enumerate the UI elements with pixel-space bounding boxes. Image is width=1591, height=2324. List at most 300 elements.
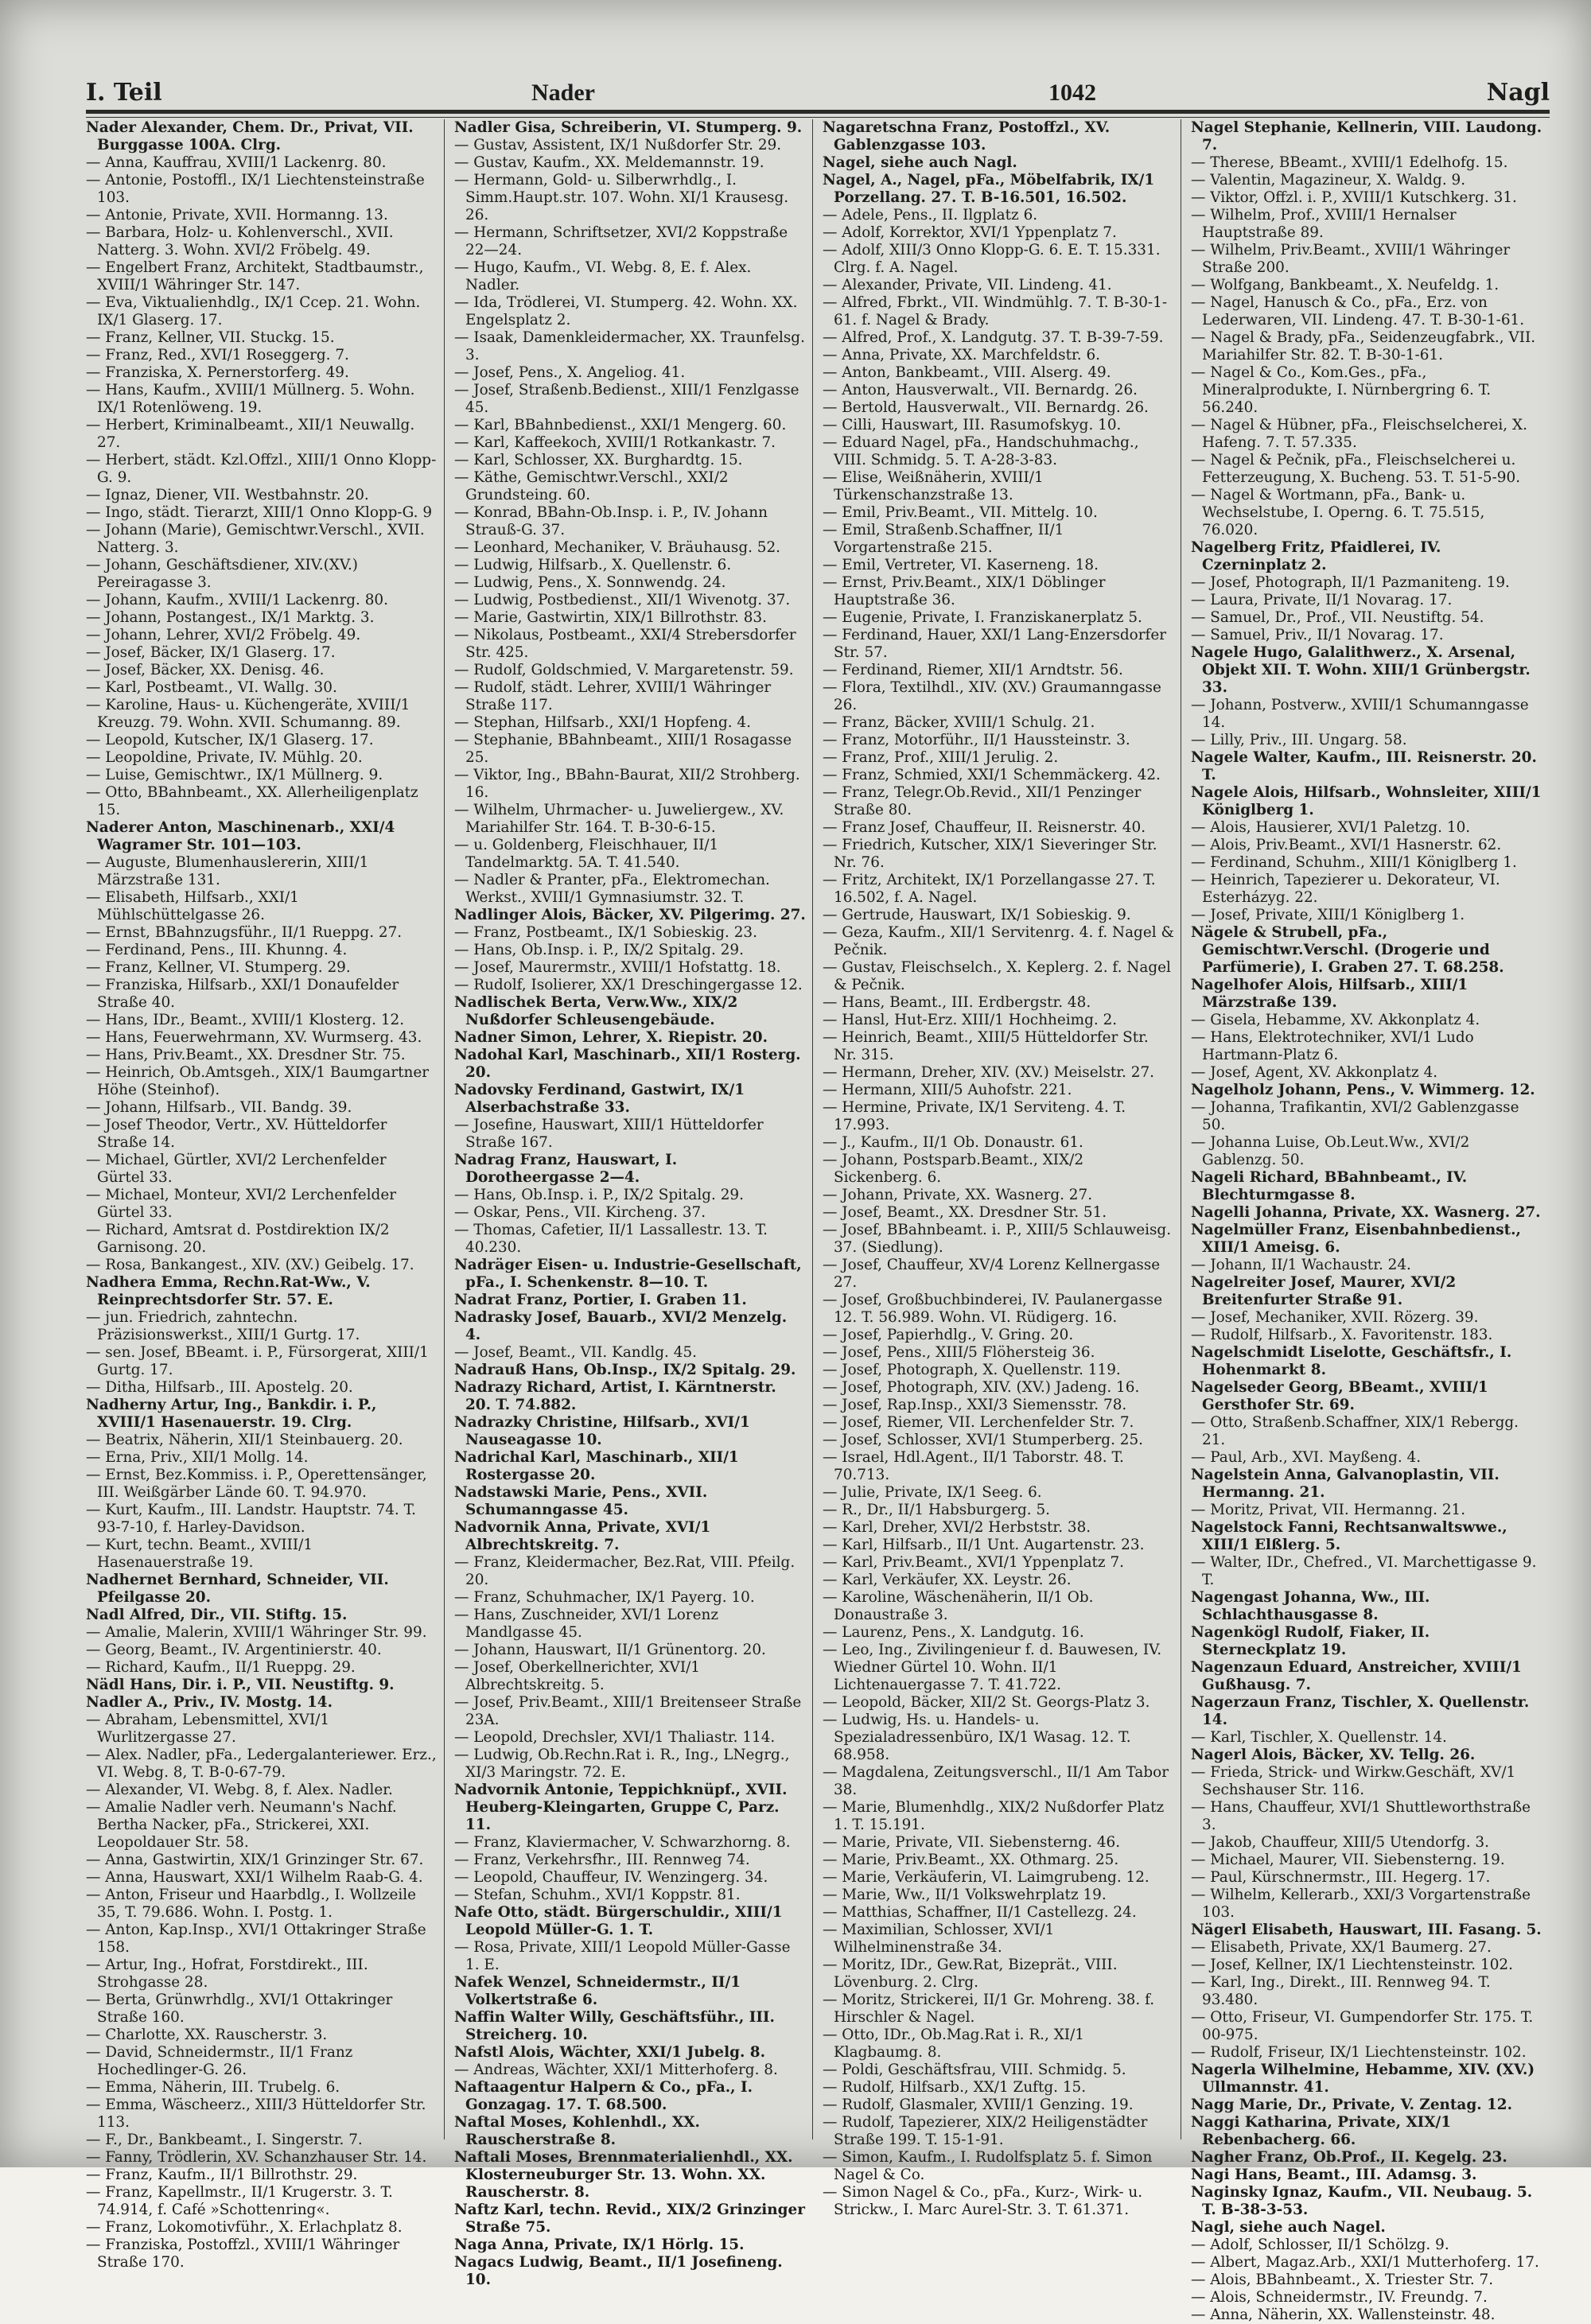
directory-entry: — Josef, Beamt., XX. Dresdner Str. 51.: [823, 1204, 1107, 1221]
directory-entry: — Johann, Hilfsarb., VII. Bandg. 39.: [86, 1099, 352, 1116]
directory-entry: — Paul, Arb., XVI. Mayßeng. 4.: [1191, 1449, 1422, 1466]
directory-entry: — Ditha, Hilfsarb., III. Apostelg. 20.: [86, 1379, 353, 1396]
directory-entry: — Moritz, Strickerei, II/1 Gr. Mohreng. 38. f. Hirschler & Nagel.: [823, 1992, 1155, 2026]
directory-entry: — Herbert, Kriminalbeamt., XII/1 Neuwallg. 27.: [86, 417, 415, 451]
directory-entry: — Josef, Photograph, XIV. (XV.) Jadeng. 16.: [823, 1379, 1140, 1396]
directory-entry: — Viktor, Offzl. i. P., XVIII/1 Kutschkerg. 31.: [1191, 189, 1517, 206]
directory-entry: — J., Kaufm., II/1 Ob. Donaustr. 61.: [823, 1134, 1083, 1151]
directory-entry: Nadohal Karl, Maschinarb., XII/1 Rosterg. 20.: [454, 1047, 801, 1081]
directory-entry: — Nagel & Hübner, pFa., Fleischselcherei, X. Hafeng. 7. T. 57.335.: [1191, 417, 1527, 451]
directory-entry: — Rudolf, Friseur, IX/1 Liechtensteinstr. 102.: [1191, 2044, 1527, 2061]
directory-entry: Nagelmüller Franz, Eisenbahnbedienst., XIII/1 Ameisg. 6.: [1191, 1222, 1521, 1256]
directory-entry: — Franz, Kellner, VI. Stumperg. 29.: [86, 959, 351, 976]
directory-entry: Nadherny Artur, Ing., Bankdir. i. P., XVIII/1 Hasenauerstr. 19. Clrg.: [86, 1397, 377, 1431]
directory-entry: — Elisabeth, Private, XX/1 Baumerg. 27.: [1191, 1939, 1492, 1956]
directory-entry: — Karoline, Wäschenäherin, II/1 Ob. Donaustraße 3.: [823, 1589, 1094, 1623]
directory-entry: — Michael, Maurer, VII. Siebensterng. 19.: [1191, 1852, 1505, 1868]
directory-entry: — Ludwig, Postbedienst., XII/1 Wivenotg. 37.: [454, 592, 791, 608]
directory-entry: Nadrag Franz, Hauswart, I. Dorotheergasse 2—4.: [454, 1152, 678, 1186]
directory-entry: Nagl, siehe auch Nagel.: [1191, 2219, 1386, 2236]
directory-entry: Nagelstock Fanni, Rechtsanwaltswwe., XIII/1 Elßlerg. 5.: [1191, 1519, 1507, 1553]
directory-entry: — Josef, Priv.Beamt., XIII/1 Breitenseer Straße 23A.: [454, 1694, 802, 1728]
directory-entry: — Anna, Gastwirtin, XIX/1 Grinzinger Str. 67.: [86, 1852, 424, 1868]
directory-entry: Nagerl Alois, Bäcker, XV. Tellg. 26.: [1191, 1747, 1476, 1763]
directory-entry: — Michael, Monteur, XVI/2 Lerchenfelder Gürtel 33.: [86, 1187, 397, 1221]
directory-entry: — Stephan, Hilfsarb., XXI/1 Hopfeng. 4.: [454, 714, 751, 731]
directory-entry: — Fanny, Trödlerin, XV. Schanzhauser Str. 14.: [86, 2149, 427, 2166]
directory-entry: — sen. Josef, BBeamt. i. P., Fürsorgerat, XIII/1 Gurtg. 17.: [86, 1344, 429, 1378]
directory-entry: — Viktor, Ing., BBahn-Baurat, XII/2 Strohberg. 16.: [454, 767, 800, 801]
directory-entry: — Rosa, Bankangest., XIV. (XV.) Geibelg. 17.: [86, 1257, 414, 1273]
directory-entry: — Josef, Photograph, II/1 Pazmaniteng. 19.: [1191, 574, 1510, 591]
directory-entry: — Karl, Ing., Direkt., III. Rennweg 94. T. 93.480.: [1191, 1974, 1491, 2008]
directory-entry: — u. Goldenberg, Fleischhauer, II/1 Tandelmarktg. 5A. T. 41.540.: [454, 837, 719, 871]
directory-entry: — Franziska, Hilfsarb., XXI/1 Donaufelder Straße 40.: [86, 977, 399, 1011]
directory-entry: — Otto, Straßenb.Schaffner, XIX/1 Rebergg. 21.: [1191, 1414, 1519, 1448]
directory-entry: — R., Dr., II/1 Habsburgerg. 5.: [823, 1502, 1051, 1518]
directory-entry: Nagelholz Johann, Pens., V. Wimmerg. 12.: [1191, 1082, 1535, 1098]
directory-entry: Nadhernet Bernhard, Schneider, VII. Pfeilgasse 20.: [86, 1572, 389, 1606]
directory-entry: — Heinrich, Ob.Amtsgeh., XIX/1 Baumgartner Höhe (Steinhof).: [86, 1064, 430, 1098]
directory-entry: — Artur, Ing., Hofrat, Forstdirekt., III. Strohgasse 28.: [86, 1957, 368, 1991]
directory-entry: — Oskar, Pens., VII. Kircheng. 37.: [454, 1204, 706, 1221]
directory-entry: — Ernst, Priv.Beamt., XIX/1 Döblinger Hauptstraße 36.: [823, 574, 1106, 608]
directory-entry: — Richard, Amtsrat d. Postdirektion IX/2 Garnisong. 20.: [86, 1222, 390, 1256]
directory-entry: Nadrazy Richard, Artist, I. Kärntnerstr. 20. T. 74.882.: [454, 1379, 776, 1413]
directory-entry: — Josef, Photograph, X. Quellenstr. 119.: [823, 1362, 1121, 1378]
column-3: [823, 119, 1181, 2218]
directory-entry: — Therese, BBeamt., XVIII/1 Edelhofg. 15.: [1191, 154, 1508, 171]
directory-entry: — Josef, Pens., XIII/5 Flöhersteig 36.: [823, 1344, 1095, 1361]
directory-entry: — Franz, Bäcker, XVIII/1 Schulg. 21.: [823, 714, 1095, 731]
directory-entry: — Franz, Kapellmstr., II/1 Krugerstr. 3. T. 74.914, f. Café »Schottenring«.: [86, 2184, 393, 2218]
directory-entry: — Josef, Maurermstr., XVIII/1 Hofstattg. 18.: [454, 959, 781, 976]
directory-entry: — Ferdinand, Riemer, XII/1 Arndtstr. 56.: [823, 662, 1123, 678]
directory-entry: — Laura, Private, II/1 Novarag. 17.: [1191, 592, 1453, 608]
directory-entry: Nadvornik Antonie, Teppichknüpf., XVII. Heuberg-Kleingarten, Gruppe C, Parz. 11.: [454, 1782, 788, 1833]
directory-entry: — Hans, Ob.Insp. i. P., IX/2 Spitalg. 29.: [454, 942, 744, 958]
directory-entry: — Johann, Geschäftsdiener, XIV.(XV.) Pereiragasse 3.: [86, 557, 358, 591]
directory-entry: — Hans, Priv.Beamt., XX. Dresdner Str. 75.: [86, 1047, 406, 1063]
directory-entry: — Magdalena, Zeitungsverschl., II/1 Am Tabor 38.: [823, 1764, 1169, 1798]
directory-entry: — Franz, Schmied, XXI/1 Schemmäckerg. 42.: [823, 767, 1161, 783]
directory-entry: — Richard, Kaufm., II/1 Rueppg. 29.: [86, 1659, 356, 1676]
directory-entry: — Rudolf, Goldschmied, V. Margaretenstr. 59.: [454, 662, 794, 678]
directory-entry: — Valentin, Magazineur, X. Waldg. 9.: [1191, 172, 1466, 188]
directory-entry: — Auguste, Blumenhauslererin, XIII/1 Märzstraße 131.: [86, 854, 369, 888]
directory-entry: Naftz Karl, techn. Revid., XIX/2 Grinzinger Straße 75.: [454, 2202, 805, 2236]
directory-entry: — Antonie, Postoffl., IX/1 Liechtensteinstraße 103.: [86, 172, 425, 206]
directory-entry: — Isaak, Damenkleidermacher, XX. Traunfelsg. 3.: [454, 329, 805, 363]
directory-entry: — Johann, Postsparb.Beamt., XIX/2 Sickenberg. 6.: [823, 1152, 1084, 1186]
directory-entry: Nagelseder Georg, BBeamt., XVIII/1 Gersthofer Str. 69.: [1191, 1379, 1488, 1413]
directory-entry: Nagenkögl Rudolf, Fiaker, II. Sterneckplatz 19.: [1191, 1624, 1430, 1658]
directory-entry: — Samuel, Dr., Prof., VII. Neustiftg. 54.: [1191, 609, 1484, 626]
directory-entry: Nadräger Eisen- u. Industrie-Gesellschaft, pFa., I. Schenkenstr. 8—10. T.: [454, 1257, 802, 1291]
directory-entry: — Johann, Postangest., IX/1 Marktg. 3.: [86, 609, 375, 626]
directory-entry: — Rudolf, Tapezierer, XIX/2 Heiligenstädter Straße 199. T. 15-1-91.: [823, 2114, 1148, 2148]
directory-entry: — Josef, Bäcker, IX/1 Glaserg. 17.: [86, 644, 336, 661]
directory-entry: — Marie, Ww., II/1 Volkswehrplatz 19.: [823, 1887, 1107, 1903]
directory-entry: — Bertold, Hausverwalt., VII. Bernardg. 26.: [823, 399, 1149, 416]
directory-entry: — Wilhelm, Priv.Beamt., XVIII/1 Währinger Straße 200.: [1191, 242, 1511, 276]
directory-entry: — Eduard Nagel, pFa., Handschuhmachg., VIII. Schmidg. 5. T. A-28-3-83.: [823, 434, 1139, 468]
directory-entry: — Hermann, Schriftsetzer, XVI/2 Koppstraße 22—24.: [454, 224, 788, 258]
directory-entry: — Franz, Motorführ., II/1 Haussteinstr. 3.: [823, 732, 1130, 748]
directory-entry: — Josef, Chauffeur, XV/4 Lorenz Kellnergasse 27.: [823, 1257, 1161, 1291]
directory-entry: Nagele Hugo, Galalithwerz., X. Arsenal, Objekt XII. T. Wohn. XIII/1 Grünbergstr. 33.: [1191, 644, 1531, 696]
directory-entry: — F., Dr., Bankbeamt., I. Singerstr. 7.: [86, 2132, 363, 2148]
directory-entry: — Johanna, Trafikantin, XVI/2 Gablenzgasse 50.: [1191, 1099, 1519, 1133]
directory-entry: — Nagel & Pečnik, pFa., Fleischselcherei u. Fetterzeugung, X. Bucheng. 53. T. 51-5-90.: [1191, 452, 1521, 486]
directory-entry: Nagaretschna Franz, Postoffzl., XV. Gablenzgasse 103.: [823, 119, 1111, 154]
directory-entry: — Elise, Weißnäherin, XVIII/1 Türkenschanzstraße 13.: [823, 469, 1044, 503]
directory-entry: — Josef Theodor, Vertr., XV. Hütteldorfer Straße 14.: [86, 1117, 387, 1151]
directory-entry: Naga Anna, Private, IX/1 Hörlg. 15.: [454, 2237, 745, 2253]
directory-entry: Nagelschmidt Liselotte, Geschäftsfr., I. Hohenmarkt 8.: [1191, 1344, 1512, 1378]
directory-entry: — Josef, Kellner, IX/1 Liechtensteinstr. 102.: [1191, 1957, 1513, 1973]
directory-entry: — Abraham, Lebensmittel, XVI/1 Wurlitzergasse 27.: [86, 1712, 330, 1746]
directory-entry: — Ludwig, Pens., X. Sonnwendg. 24.: [454, 574, 726, 591]
directory-entry: — Marie, Gastwirtin, XIX/1 Billrothstr. 83.: [454, 609, 767, 626]
directory-entry: — Hansl, Hut-Erz. XIII/1 Hochheimg. 2.: [823, 1012, 1118, 1028]
directory-entry: — Alexander, Private, VII. Lindeng. 41.: [823, 277, 1112, 293]
directory-entry: Nadrazky Christine, Hilfsarb., XVI/1 Nauseagasse 10.: [454, 1414, 750, 1448]
directory-entry: — Nadler & Pranter, pFa., Elektromechan. Werkst., XVIII/1 Gymnasiumstr. 32. T.: [454, 872, 770, 906]
directory-entry: Naderer Anton, Maschinenarb., XXI/4 Wagramer Str. 101—103.: [86, 819, 395, 853]
directory-entry: — Nagel & Brady, pFa., Seidenzeugfabrk., VII. Mariahilfer Str. 82. T. B-30-1-61.: [1191, 329, 1536, 363]
directory-entry: — Engelbert Franz, Architekt, Stadtbaumstr., XVIII/1 Währinger Str. 147.: [86, 259, 424, 293]
directory-entry: Nagi Hans, Beamt., III. Adamsg. 3.: [1191, 2167, 1477, 2183]
directory-entry: — Paul, Kürschnermstr., III. Hegerg. 17.: [1191, 1869, 1491, 1886]
directory-entry: — Gustav, Fleischselch., X. Keplerg. 2. f. Nagel & Pečnik.: [823, 959, 1171, 993]
directory-entry: — Leonhard, Mechaniker, V. Bräuhausg. 52.: [454, 539, 781, 556]
directory-entry: — Emma, Näherin, III. Trubelg. 6.: [86, 2079, 340, 2096]
directory-entry: — Kurt, Kaufm., III. Landstr. Hauptstr. 74. T. 93-7-10, f. Harley-Davidson.: [86, 1502, 416, 1536]
directory-entry: — Julie, Private, IX/1 Seeg. 6.: [823, 1484, 1042, 1501]
directory-entry: — Beatrix, Näherin, XII/1 Steinbauerg. 20.: [86, 1432, 403, 1448]
directory-entry: — Hans, Zuschneider, XVI/1 Lorenz Mandlgasse 45.: [454, 1607, 719, 1641]
directory-entry: — Josef, BBahnbeamt. i. P., XIII/5 Schlauweisg. 37. (Siedlung).: [823, 1222, 1172, 1256]
directory-entry: Nadrauß Hans, Ob.Insp., IX/2 Spitalg. 29.: [454, 1362, 796, 1378]
directory-entry: — Ferdinand, Schuhm., XIII/1 Königlberg 1.: [1191, 854, 1517, 871]
directory-entry: — Poldi, Geschäftsfrau, VIII. Schmidg. 5.: [823, 2062, 1126, 2078]
directory-entry: — Karl, Tischler, X. Quellenstr. 14.: [1191, 1729, 1447, 1746]
page-header: [86, 62, 1550, 107]
directory-entry: — Marie, Priv.Beamt., XX. Othmarg. 25.: [823, 1852, 1119, 1868]
directory-entry: Nadlischek Berta, Verw.Ww., XIX/2 Nußdorfer Schleusengebäude.: [454, 994, 738, 1028]
directory-entry: — Israel, Hdl.Agent., II/1 Taborstr. 48. T. 70.713.: [823, 1449, 1124, 1483]
directory-entry: — Ferdinand, Hauer, XXI/1 Lang-Enzersdorfer Str. 57.: [823, 627, 1167, 661]
directory-entry: Nagelli Johanna, Private, XX. Wasnerg. 27.: [1191, 1204, 1541, 1221]
directory-entry: — Karl, Verkäufer, XX. Leystr. 26.: [823, 1572, 1072, 1588]
directory-entry: — Franziska, Postoffzl., XVIII/1 Währinger Straße 170.: [86, 2237, 400, 2271]
directory-entry: Nagerzaun Franz, Tischler, X. Quellenstr. 14.: [1191, 1694, 1530, 1728]
directory-entry: Nagelhofer Alois, Hilfsarb., XIII/1 Märzstraße 139.: [1191, 977, 1468, 1011]
directory-entry: Nafe Otto, städt. Bürgerschuldir., XIII/1 Leopold Müller-G. 1. T.: [454, 1904, 783, 1938]
directory-entry: — Hans, Elektrotechniker, XVI/1 Ludo Hartmann-Platz 6.: [1191, 1029, 1474, 1063]
directory-entry: — Emil, Straßenb.Schaffner, II/1 Vorgartenstraße 215.: [823, 522, 1064, 556]
header-running-head: Nader: [531, 80, 595, 106]
directory-entry: — Alois, BBahnbeamt., X. Triester Str. 7.: [1191, 2272, 1494, 2288]
directory-entry: — Alfred, Prof., X. Landgutg. 37. T. B-39-7-59.: [823, 329, 1164, 346]
directory-entry: — Josef, Agent, XV. Akkonplatz 4.: [1191, 1064, 1438, 1081]
directory-entry: — Gustav, Assistent, IX/1 Nußdorfer Str. 29.: [454, 137, 782, 154]
directory-entry: — Hans, Ob.Insp. i. P., IX/2 Spitalg. 29.: [454, 1187, 744, 1203]
directory-entry: — Gisela, Hebamme, XV. Akkonplatz 4.: [1191, 1012, 1480, 1028]
column-4: [1191, 119, 1550, 2323]
directory-entry: — Johann, Kaufm., XVIII/1 Lackenrg. 80.: [86, 592, 388, 608]
directory-entry: — Josef, Oberkellnerichter, XVI/1 Albrechtskreitg. 5.: [454, 1659, 700, 1693]
directory-entry: — Hermann, Gold- u. Silberwrhdlg., I. Simm.Haupt.str. 107. Wohn. XI/1 Krausesg. 26.: [454, 172, 789, 223]
directory-entry: — Johann, Lehrer, XVI/2 Fröbelg. 49.: [86, 627, 361, 643]
directory-entry: — Anton, Hausverwalt., VII. Bernardg. 26.: [823, 382, 1138, 398]
directory-entry: — Franz Josef, Chauffeur, II. Reisnerstr. 40.: [823, 819, 1146, 836]
directory-entry: Naffin Walter Willy, Geschäftsführ., III. Streicherg. 10.: [454, 2009, 775, 2043]
directory-entry: — Leopold, Bäcker, XII/2 St. Georgs-Platz 3.: [823, 1694, 1150, 1711]
directory-entry: — Thomas, Cafetier, II/1 Lassallestr. 13. T. 40.230.: [454, 1222, 768, 1256]
directory-entry: — Leopold, Kutscher, IX/1 Glaserg. 17.: [86, 732, 374, 748]
directory-entry: — Karl, Hilfsarb., II/1 Unt. Augartenstr. 23.: [823, 1537, 1145, 1553]
directory-entry: — Josef, Großbuchbinderei, IV. Paulanergasse 12. T. 56.989. Wohn. VI. Rüdigerg. 16.: [823, 1292, 1163, 1326]
directory-entry: — Rudolf, Hilfsarb., XX/1 Zuftg. 15.: [823, 2079, 1087, 2096]
directory-entry: — Ludwig, Hilfsarb., X. Quellenstr. 6.: [454, 557, 732, 573]
directory-entry: Nagel, A., Nagel, pFa., Möbelfabrik, IX/1 Porzellang. 27. T. B-16.501, 16.502.: [823, 172, 1155, 206]
directory-entry: — Franz, Kellner, VII. Stuckg. 15.: [86, 329, 335, 346]
directory-entry: — Gustav, Kaufm., XX. Meldemannstr. 19.: [454, 154, 764, 171]
directory-entry: — Rudolf, Isolierer, XX/1 Dreschingergasse 12.: [454, 977, 803, 993]
directory-entry: — David, Schneidermstr., II/1 Franz Hochedlinger-G. 26.: [86, 2044, 353, 2078]
directory-entry: — Herbert, städt. Kzl.Offzl., XIII/1 Onno Klopp-G. 9.: [86, 452, 437, 486]
directory-entry: — Hans, Chauffeur, XVI/1 Shuttleworthstraße 3.: [1191, 1799, 1531, 1833]
directory-entry: Nadlinger Alois, Bäcker, XV. Pilgerimg. 27.: [454, 907, 806, 923]
directory-entry: Nagel Stephanie, Kellnerin, VIII. Laudong. 7.: [1191, 119, 1542, 154]
directory-entry: — Barbara, Holz- u. Kohlenverschl., XVII. Natterg. 3. Wohn. XVI/2 Fröbelg. 49.: [86, 224, 394, 258]
directory-entry: — Ludwig, Ob.Rechn.Rat i. R., Ing., LNegrg., XI/3 Maringstr. 72. E.: [454, 1747, 790, 1781]
directory-entry: — Karl, Priv.Beamt., XVI/1 Yppenplatz 7.: [823, 1554, 1125, 1571]
directory-entry: — Anna, Näherin, XX. Wallensteinstr. 48.: [1191, 2307, 1496, 2323]
header-last-entry: Nagl: [1486, 79, 1550, 107]
directory-entry: — Franziska, X. Pernerstorferg. 49.: [86, 364, 349, 381]
directory-entry: — Ingo, städt. Tierarzt, XIII/1 Onno Klopp-G. 9: [86, 504, 433, 521]
directory-entry: Nädl Hans, Dir. i. P., VII. Neustiftg. 9.: [86, 1677, 395, 1693]
directory-entry: — Johann, Private, XX. Wasnerg. 27.: [823, 1187, 1093, 1203]
directory-entry: Naftaagentur Halpern & Co., pFa., I. Gonzagag. 17. T. 68.500.: [454, 2079, 753, 2113]
directory-entry: — Hans, Beamt., III. Erdbergstr. 48.: [823, 994, 1091, 1011]
directory-entry: — Franz, Schuhmacher, IX/1 Payerg. 10.: [454, 1589, 755, 1606]
directory-entry: — Nagel, Hanusch & Co., pFa., Erz. von Lederwaren, VII. Lindeng. 47. T. B-30-1-61.: [1191, 294, 1525, 328]
directory-entry: Nadvornik Anna, Private, XVI/1 Albrechtskreitg. 7.: [454, 1519, 711, 1553]
directory-entry: — Elisabeth, Hilfsarb., XXI/1 Mühlschüttelgasse 26.: [86, 889, 299, 923]
directory-entry: — Franz, Verkehrsfhr., III. Rennweg 74.: [454, 1852, 750, 1868]
directory-entry: — jun. Friedrich, zahntechn. Präzisionswerkst., XIII/1 Gurtg. 17.: [86, 1309, 360, 1343]
directory-entry: — Anton, Friseur und Haarbdlg., I. Wollzeile 35, T. 79.686. Wohn. I. Postg. 1.: [86, 1887, 417, 1921]
directory-entry: — Josef, Mechaniker, XVII. Rözerg. 39.: [1191, 1309, 1479, 1326]
directory-entry: — Eva, Viktualienhdlg., IX/1 Ccep. 21. Wohn. IX/1 Glaserg. 17.: [86, 294, 421, 328]
directory-entry: — Otto, IDr., Ob.Mag.Rat i. R., XI/1 Klagbaumg. 8.: [823, 2027, 1084, 2061]
directory-entry: — Anton, Kap.Insp., XVI/1 Ottakringer Straße 158.: [86, 1922, 426, 1956]
directory-entry: — Jakob, Chauffeur, XIII/5 Utendorfg. 3.: [1191, 1834, 1489, 1851]
directory-entry: — Hermann, Dreher, XIV. (XV.) Meiselstr. 27.: [823, 1064, 1154, 1081]
header-rule-thick: [86, 110, 1550, 114]
directory-entry: — Karl, Schlosser, XX. Burghardtg. 15.: [454, 452, 743, 468]
directory-entry: — Andreas, Wächter, XXI/1 Mitterhoferg. 8.: [454, 2062, 778, 2078]
directory-entry: Nageli Richard, BBahnbeamt., IV. Blechturmgasse 8.: [1191, 1169, 1468, 1203]
directory-entry: Nagher Franz, Ob.Prof., II. Kegelg. 23.: [1191, 2149, 1507, 2166]
directory-entry: — Josef, Schlosser, XVI/1 Stumperberg. 25.: [823, 1432, 1144, 1448]
directory-entry: Nagele Walter, Kaufm., III. Reisnerstr. 20. T.: [1191, 749, 1537, 783]
header-page-number: 1042: [1048, 80, 1096, 106]
directory-entry: — Karl, BBahnbedienst., XXI/1 Mengerg. 60.: [454, 417, 787, 433]
directory-entry: Nagerla Wilhelmine, Hebamme, XIV. (XV.) Ullmannstr. 41.: [1191, 2062, 1535, 2096]
directory-entry: — Simon Nagel & Co., pFa., Kurz-, Wirk- u. Strickw., I. Marc Aurel-Str. 3. T. 61.371.: [823, 2184, 1143, 2218]
directory-entry: Nagelreiter Josef, Maurer, XVI/2 Breitenfurter Straße 91.: [1191, 1274, 1457, 1308]
directory-entry: — Nagel & Co., Kom.Ges., pFa., Mineralprodukte, I. Nürnbergring 6. T. 56.240.: [1191, 364, 1492, 416]
directory-entry: — Wilhelm, Kellerarb., XXI/3 Vorgartenstraße 103.: [1191, 1887, 1531, 1921]
directory-entry: — Michael, Gürtler, XVI/2 Lerchenfelder Gürtel 33.: [86, 1152, 387, 1186]
directory-entry: — Hans, Kaufm., XVIII/1 Müllnerg. 5. Wohn. IX/1 Rotenlöweng. 19.: [86, 382, 415, 416]
directory-entry: — Stephanie, BBahnbeamt., XIII/1 Rosagasse 25.: [454, 732, 792, 766]
directory-entry: — Matthias, Schaffner, II/1 Castellezg. 24.: [823, 1904, 1137, 1921]
directory-entry: — Stefan, Schuhm., XVI/1 Koppstr. 81.: [454, 1887, 741, 1903]
directory-entry: Nadler Gisa, Schreiberin, VI. Stumperg. 9.: [454, 119, 803, 136]
directory-entry: Naftali Moses, Brennmaterialienhdl., XX. Klosterneuburger Str. 13. Wohn. XX. Rauscherstr. 8.: [454, 2149, 793, 2201]
directory-entry: — Georg, Beamt., IV. Argentinierstr. 40.: [86, 1642, 382, 1658]
directory-entry: Nagacs Ludwig, Beamt., II/1 Josefineng. 10.: [454, 2254, 783, 2288]
directory-entry: — Antonie, Private, XVII. Hormanng. 13.: [86, 207, 388, 223]
directory-entry: Nadl Alfred, Dir., VII. Stiftg. 15.: [86, 1607, 348, 1623]
directory-entry: Nadstawski Marie, Pens., XVII. Schumanngasse 45.: [454, 1484, 708, 1518]
directory-entry: Naggi Katharina, Private, XIX/1 Rebenbacherg. 66.: [1191, 2114, 1452, 2148]
directory-entry: Nagengast Johanna, Ww., III. Schlachthausgasse 8.: [1191, 1589, 1430, 1623]
directory-entry: — Otto, BBahnbeamt., XX. Allerheiligenplatz 15.: [86, 784, 418, 818]
column-2: [454, 119, 813, 2288]
directory-entry: — Emil, Vertreter, VI. Kaserneng. 18.: [823, 557, 1099, 573]
directory-entry: Nadovsky Ferdinand, Gastwirt, IX/1 Alserbachstraße 33.: [454, 1082, 745, 1116]
directory-entry: — Franz, Postbeamt., IX/1 Sobieskig. 23.: [454, 924, 757, 941]
directory-entry: Naginsky Ignaz, Kaufm., VII. Neubaug. 5. T. B-38-3-53.: [1191, 2184, 1533, 2218]
directory-entry: — Anna, Private, XX. Marchfeldstr. 6.: [823, 347, 1101, 363]
directory-entry: — Karl, Postbeamt., VI. Wallg. 30.: [86, 679, 337, 696]
directory-entry: — Alois, Priv.Beamt., XVI/1 Hasnerstr. 62.: [1191, 837, 1502, 853]
directory-entry: — Josefine, Hauswart, XIII/1 Hütteldorfer Straße 167.: [454, 1117, 764, 1151]
directory-entry: Nadrat Franz, Portier, I. Graben 11.: [454, 1292, 747, 1308]
directory-entry: — Wilhelm, Prof., XVIII/1 Hernalser Hauptstraße 89.: [1191, 207, 1457, 241]
directory-entry: — Emma, Wäscheerz., XIII/3 Hütteldorfer Str. 113.: [86, 2097, 426, 2131]
directory-entry: — Berta, Grünwrhdlg., XVI/1 Ottakringer Straße 160.: [86, 1992, 393, 2026]
directory-entry: — Rudolf, Glasmaler, XVIII/1 Genzing. 19.: [823, 2097, 1134, 2113]
directory-entry: — Franz, Telegr.Ob.Revid., XII/1 Penzinger Straße 80.: [823, 784, 1142, 818]
directory-entry: Nagele Alois, Hilfsarb., Wohnsleiter, XIII/1 Königlberg 1.: [1191, 784, 1542, 818]
directory-entry: Nafek Wenzel, Schneidermstr., II/1 Volkertstraße 6.: [454, 1974, 741, 2008]
directory-entry: — Amalie, Malerin, XVIII/1 Währinger Str. 99.: [86, 1624, 427, 1641]
directory-entry: — Anna, Hauswart, XXI/1 Wilhelm Raab-G. 4.: [86, 1869, 423, 1886]
directory-entry: — Franz, Prof., XIII/1 Jerulig. 2.: [823, 749, 1059, 766]
directory-entry: — Ludwig, Hs. u. Handels- u. Spezialadressenbüro, IX/1 Wasag. 12. T. 68.958.: [823, 1712, 1131, 1763]
directory-entry: Nägerl Elisabeth, Hauswart, III. Fasang. 5.: [1191, 1922, 1542, 1938]
directory-entry: — Johann, Postverw., XVIII/1 Schumanngasse 14.: [1191, 697, 1529, 731]
directory-entry: — Franz, Kaufm., II/1 Billrothstr. 29.: [86, 2167, 358, 2183]
directory-entry: — Ignaz, Diener, VII. Westbahnstr. 20.: [86, 487, 369, 503]
directory-entry: — Konrad, BBahn-Ob.Insp. i. P., IV. Johann Strauß-G. 37.: [454, 504, 768, 538]
directory-entry: — Josef, Pens., X. Angeliog. 41.: [454, 364, 686, 381]
directory-entry: — Cilli, Hauswart, III. Rasumofskyg. 10.: [823, 417, 1122, 433]
directory-entry: — Karoline, Haus- u. Küchengeräte, XVIII/1 Kreuzg. 79. Wohn. XVII. Schumanng. 89.: [86, 697, 410, 731]
directory-entry: — Ida, Trödlerei, VI. Stumperg. 42. Wohn. XX. Engelsplatz 2.: [454, 294, 798, 328]
directory-entry: Nadler A., Priv., IV. Mostg. 14.: [86, 1694, 333, 1711]
directory-entry: — Alois, Schneidermstr., IV. Freundg. 7.: [1191, 2289, 1488, 2306]
directory-entry: — Wolfgang, Bankbeamt., X. Neufeldg. 1.: [1191, 277, 1500, 293]
directory-entry: — Josef, Riemer, VII. Lerchenfelder Str. 7.: [823, 1414, 1134, 1431]
directory-entry: — Moritz, Privat, VII. Hermanng. 21.: [1191, 1502, 1466, 1518]
directory-entry: — Adolf, Schlosser, II/1 Schölzg. 9.: [1191, 2237, 1449, 2253]
directory-entry: — Ernst, Bez.Kommiss. i. P., Operettensänger, III. Weißgärber Lände 60. T. 94.970.: [86, 1467, 427, 1501]
directory-entry: — Maximilian, Schlosser, XVI/1 Wilhelminenstraße 34.: [823, 1922, 1055, 1956]
directory-entry: — Wilhelm, Uhrmacher- u. Juweliergew., XV. Mariahilfer Str. 164. T. B-30-6-15.: [454, 802, 784, 836]
directory-entry: Nadhera Emma, Rechn.Rat-Ww., V. Reinprechtsdorfer Str. 57. E.: [86, 1274, 371, 1308]
directory-entry: — Leopold, Chauffeur, IV. Wenzingerg. 34.: [454, 1869, 768, 1886]
directory-entry: — Rudolf, Hilfsarb., X. Favoritenstr. 183.: [1191, 1327, 1493, 1343]
directory-entry: — Adolf, XIII/3 Onno Klopp-G. 6. E. T. 15.331. Clrg. f. A. Nagel.: [823, 242, 1161, 276]
directory-entry: Nagg Marie, Dr., Private, V. Zentag. 12.: [1191, 2097, 1512, 2113]
directory-entry: — Marie, Blumenhdlg., XIX/2 Nußdorfer Platz 1. T. 15.191.: [823, 1799, 1165, 1833]
directory-entry: — Josef, Straßenb.Bedienst., XIII/1 Fenzlgasse 45.: [454, 382, 799, 416]
directory-entry: — Franz, Kleidermacher, Bez.Rat, VIII. Pfeilg. 20.: [454, 1554, 796, 1588]
directory-entry: — Leopold, Drechsler, XVI/1 Thaliastr. 114.: [454, 1729, 776, 1746]
directory-columns: [86, 119, 1550, 2323]
directory-entry: — Gertrude, Hauswart, IX/1 Sobieskig. 9.: [823, 907, 1131, 923]
directory-entry: — Fritz, Architekt, IX/1 Porzellangasse 27. T. 16.502, f. A. Nagel.: [823, 872, 1156, 906]
directory-entry: — Alfred, Fbrkt., VII. Windmühlg. 7. T. B-30-1-61. f. Nagel & Brady.: [823, 294, 1168, 328]
directory-entry: — Nikolaus, Postbeamt., XXI/4 Strebersdorfer Str. 425.: [454, 627, 796, 661]
directory-entry: — Franz, Red., XVI/1 Roseggerg. 7.: [86, 347, 349, 363]
directory-entry: — Alois, Hausierer, XVI/1 Paletzg. 10.: [1191, 819, 1471, 836]
directory-entry: — Eugenie, Private, I. Franziskanerplatz 5.: [823, 609, 1142, 626]
directory-entry: — Kurt, techn. Beamt., XVIII/1 Hasenauerstraße 19.: [86, 1537, 313, 1571]
directory-entry: — Hermine, Private, IX/1 Serviteng. 4. T. 17.993.: [823, 1099, 1126, 1133]
directory-entry: — Flora, Textilhdl., XIV. (XV.) Graumanngasse 26.: [823, 679, 1161, 713]
directory-entry: Nagelstein Anna, Galvanoplastin, VII. Hermanng. 21.: [1191, 1467, 1500, 1501]
directory-entry: — Johann, Hauswart, II/1 Grünentorg. 20.: [454, 1642, 766, 1658]
directory-entry: — Johanna Luise, Ob.Leut.Ww., XVI/2 Gablenzg. 50.: [1191, 1134, 1470, 1168]
directory-entry: — Johann (Marie), Gemischtwr.Verschl., XVII. Natterg. 3.: [86, 522, 425, 556]
directory-entry: — Lilly, Priv., III. Ungarg. 58.: [1191, 732, 1407, 748]
directory-entry: — Friedrich, Kutscher, XIX/1 Sieveringer Str. Nr. 76.: [823, 837, 1157, 871]
directory-entry: — Albert, Magaz.Arb., XXI/1 Mutterhoferg. 17.: [1191, 2254, 1539, 2271]
directory-entry: — Josef, Papierhdlg., V. Gring. 20.: [823, 1327, 1074, 1343]
directory-entry: — Ernst, BBahnzugsführ., II/1 Rueppg. 27.: [86, 924, 403, 941]
directory-entry: — Josef, Private, XIII/1 Königlberg 1.: [1191, 907, 1465, 923]
directory-entry: — Karl, Dreher, XVI/2 Herbststr. 38.: [823, 1519, 1091, 1536]
directory-entry: Nagel, siehe auch Nagl.: [823, 154, 1017, 171]
directory-entry: Nagenzaun Eduard, Anstreicher, XVIII/1 Gußhausg. 7.: [1191, 1659, 1522, 1693]
directory-entry: — Adele, Pens., II. Ilgplatz 6.: [823, 207, 1038, 223]
directory-entry: — Franz, Klaviermacher, V. Schwarzhorng. 8.: [454, 1834, 791, 1851]
directory-entry: — Nagel & Wortmann, pFa., Bank- u. Wechselstube, I. Operng. 6. T. 75.515, 76.020.: [1191, 487, 1485, 538]
directory-entry: — Josef, Bäcker, XX. Denisg. 46.: [86, 662, 325, 678]
directory-entry: — Charlotte, XX. Rauscherstr. 3.: [86, 2027, 328, 2043]
directory-entry: Nafstl Alois, Wächter, XXI/1 Jubelg. 8.: [454, 2044, 765, 2061]
directory-entry: — Karl, Kaffeekoch, XVIII/1 Rotkankastr. 7.: [454, 434, 776, 451]
directory-entry: — Amalie Nadler verh. Neumann's Nachf. Bertha Nacker, pFa., Strickerei, XXI. Leopoldauer Str. 58.: [86, 1799, 397, 1851]
directory-entry: — Marie, Verkäuferin, VI. Laimgrubeng. 12.: [823, 1869, 1149, 1886]
directory-entry: — Hermann, XIII/5 Auhofstr. 221.: [823, 1082, 1072, 1098]
directory-entry: Nagelberg Fritz, Pfaidlerei, IV. Czerninplatz 2.: [1191, 539, 1441, 573]
directory-entry: — Leo, Ing., Zivilingenieur f. d. Bauwesen, IV. Wiedner Gürtel 10. Wohn. II/1 Lichtenauergasse 7. T. 41.722.: [823, 1642, 1162, 1693]
directory-entry: — Geza, Kaufm., XII/1 Servitenrg. 4. f. Nagel & Pečnik.: [823, 924, 1174, 958]
directory-entry: — Samuel, Priv., II/1 Novarag. 17.: [1191, 627, 1444, 643]
directory-entry: — Franz, Lokomotivführ., X. Erlachplatz 8.: [86, 2219, 403, 2236]
